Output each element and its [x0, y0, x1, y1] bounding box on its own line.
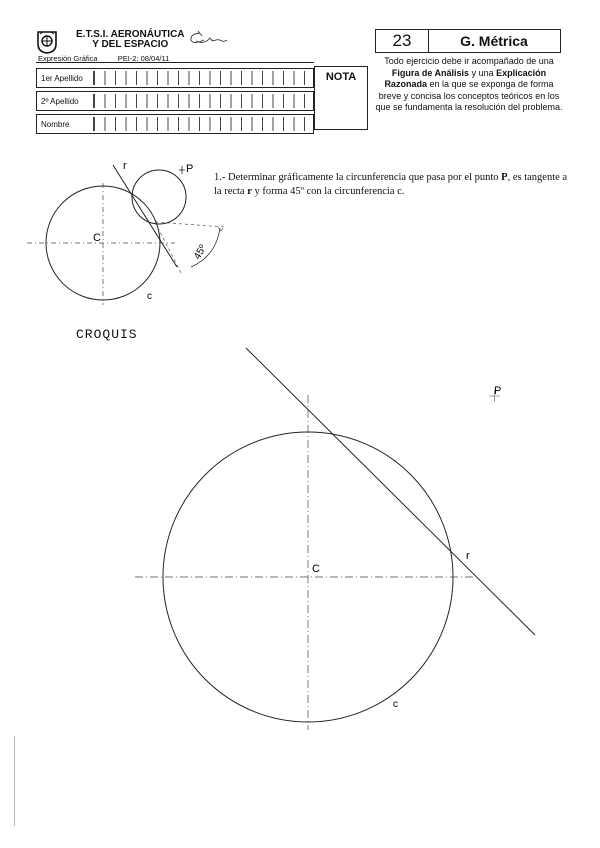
field-first-surname[interactable] — [36, 68, 314, 88]
field-label: Nombre — [41, 120, 70, 129]
exercise-title: G. Métrica — [460, 33, 528, 49]
instructions-text: y una — [469, 67, 497, 78]
analysis-figure — [25, 155, 235, 315]
field-second-surname[interactable] — [36, 91, 314, 111]
line-r — [113, 165, 177, 267]
label-r: r — [123, 160, 127, 172]
grade-box — [314, 66, 368, 130]
croquis-label-r: r — [466, 550, 470, 562]
croquis-drawing — [0, 330, 600, 730]
label-p: P — [186, 163, 194, 175]
scan-margin-line — [14, 736, 15, 826]
letter-cells[interactable] — [93, 71, 309, 85]
letter-cells[interactable] — [93, 94, 309, 108]
instructions — [372, 56, 566, 114]
croquis-label-center-c: C — [312, 563, 320, 575]
instructions-text: en la que se exponga de forma breve y concisa los conceptos teóricos en los que se fundamenta la resolución del problema. — [375, 79, 563, 112]
label-circle-c: c — [147, 291, 152, 302]
statement-bold: r — [247, 186, 252, 197]
field-label: 2º Apellido — [41, 97, 79, 106]
field-label: 1er Apellido — [41, 74, 83, 83]
exam-code: PEI-2: 08/04/11 — [117, 54, 170, 63]
statement-bold: P — [501, 172, 508, 183]
problem-statement — [214, 171, 574, 199]
exercise-header-box — [375, 29, 561, 53]
statement-text: y forma 45º con la circunferencia c. — [251, 186, 405, 197]
angle-label: 45º — [192, 243, 209, 262]
instructions-text: Todo ejercicio debe ir acompañado de una — [384, 56, 554, 66]
school-line2: Y DEL ESPACIO — [92, 39, 169, 50]
solution-circle — [132, 170, 186, 224]
field-name[interactable] — [36, 114, 314, 134]
university-logo — [36, 30, 58, 54]
school-name — [76, 30, 185, 50]
signature-mark — [186, 28, 230, 50]
croquis-label-circle-c: c — [393, 699, 398, 710]
letter-cells[interactable] — [93, 117, 309, 131]
school-line1: E.T.S.I. AERONÁUTICA — [76, 29, 185, 40]
header-divider — [36, 62, 314, 63]
statement-text: , es tangente a la recta — [214, 172, 568, 197]
exercise-number: 23 — [376, 30, 429, 52]
statement-text: 1.- Determinar gráficamente la circunferencia que pasa por el punto — [214, 172, 502, 183]
croquis-label-p: P — [494, 385, 502, 397]
instructions-bold: Explicación Razonada — [384, 67, 547, 89]
subject-name: Expresión Gráfica — [38, 54, 98, 63]
line-r — [246, 348, 535, 635]
label-center-c: C — [93, 232, 101, 244]
grade-label: NOTA — [325, 71, 357, 83]
croquis-title: CROQUIS — [76, 327, 138, 342]
instructions-bold: Figura de Análisis — [391, 67, 470, 78]
